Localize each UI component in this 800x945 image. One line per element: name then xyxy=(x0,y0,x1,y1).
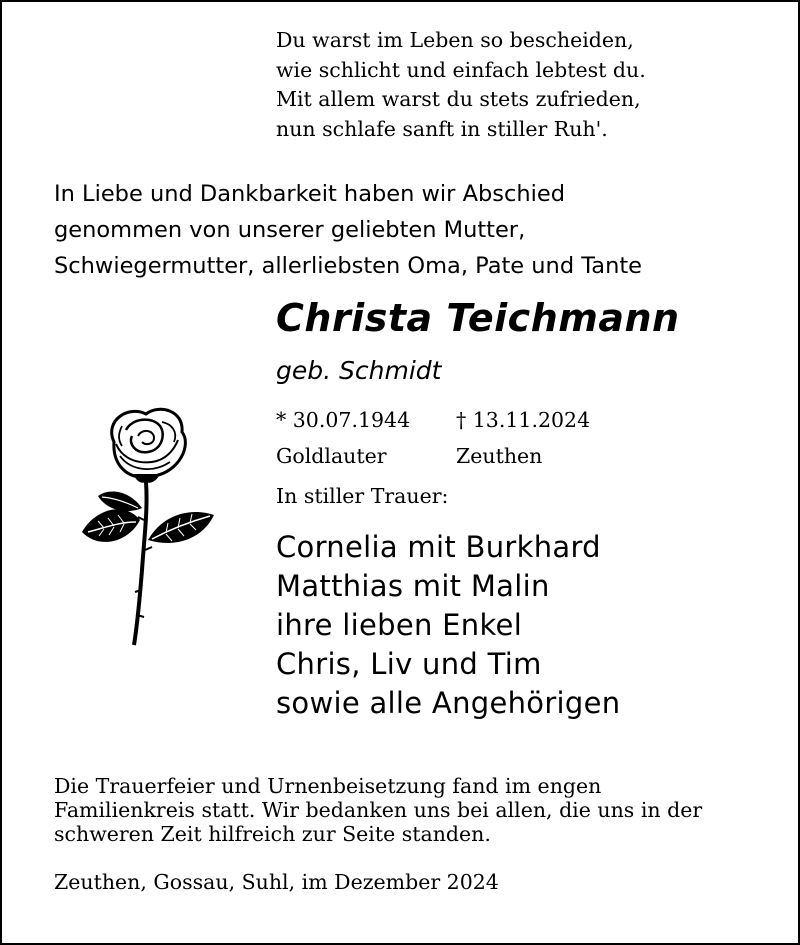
poem-line: wie schlicht und einfach lebtest du. xyxy=(276,57,646,82)
closing-text xyxy=(54,774,702,846)
intro-line: genommen von unserer geliebten Mutter, xyxy=(54,217,526,243)
mourner-line: sowie alle Angehörigen xyxy=(276,686,621,720)
deceased-name: Christa Teichmann xyxy=(276,296,680,340)
poem-line: Mit allem warst du stets zufrieden, xyxy=(276,87,641,111)
mourning-heading: In stiller Trauer: xyxy=(276,484,449,508)
intro-line: Schwiegermutter, allerliebsten Oma, Pate und Tante xyxy=(54,253,642,279)
place-date: Zeuthen, Gossau, Suhl, im Dezember 2024 xyxy=(54,870,499,894)
mourner-line: Chris, Liv und Tim xyxy=(276,647,542,681)
birth-date: * 30.07.1944 xyxy=(276,408,411,432)
closing-line: schweren Zeit hilfreich zur Seite standen. xyxy=(54,822,491,846)
closing-line: Familienkreis statt. Wir bedanken uns bei allen, die uns in der xyxy=(54,798,703,822)
mourner-line: Cornelia mit Burkhard xyxy=(276,530,601,564)
intro-line: In Liebe und Dankbarkeit haben wir Abschied xyxy=(54,181,565,207)
intro-text xyxy=(54,176,642,284)
mourner-line: ihre lieben Enkel xyxy=(276,608,523,642)
poem-line: Du warst im Leben so bescheiden, xyxy=(276,28,634,52)
closing-line: Die Trauerfeier und Urnenbeisetzung fand im engen xyxy=(54,774,602,798)
life-dates xyxy=(276,402,590,474)
death-place: Zeuthen xyxy=(456,444,543,468)
rose-icon xyxy=(74,400,224,650)
mourner-line: Matthias mit Malin xyxy=(276,569,550,603)
birth-place: Goldlauter xyxy=(276,444,387,468)
death-date: † 13.11.2024 xyxy=(456,408,591,432)
poem xyxy=(276,26,646,144)
birth-name: geb. Schmidt xyxy=(276,356,442,385)
mourners-list xyxy=(276,528,620,723)
poem-line: nun schlafe sanft in stiller Ruh'. xyxy=(276,116,608,141)
